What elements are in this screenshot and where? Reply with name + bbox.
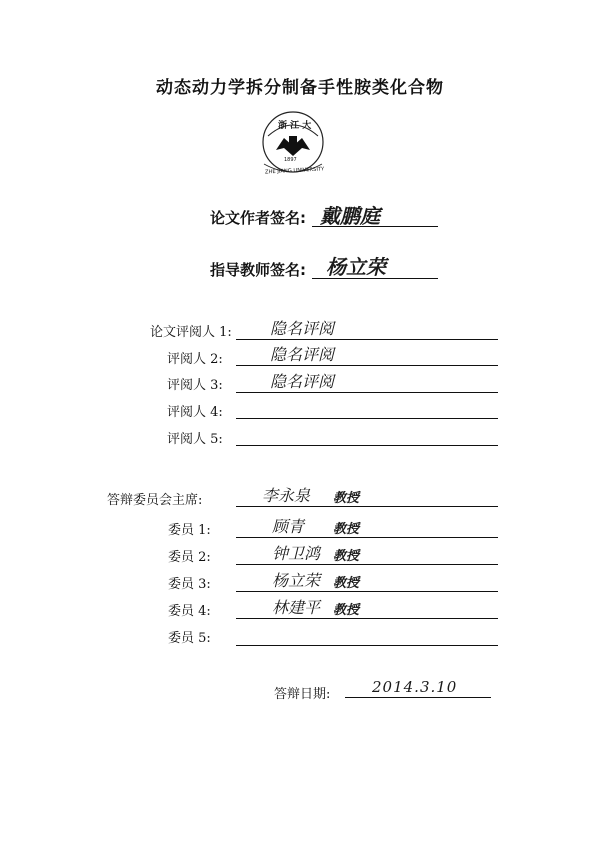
university-emblem-icon bbox=[258, 106, 328, 178]
committee-member-1-label: 委员 1: bbox=[168, 523, 211, 538]
committee-member-3-name: 杨立荣 bbox=[272, 571, 321, 590]
svg-text:1897: 1897 bbox=[284, 157, 297, 163]
reviewer-3-label: 评阅人 3: bbox=[167, 378, 223, 393]
reviewer-1-value: 隐名评阅 bbox=[270, 319, 335, 338]
committee-member-5-label: 委员 5: bbox=[168, 631, 211, 646]
reviewer-2-line bbox=[236, 365, 498, 366]
author-signature-label: 论文作者签名: bbox=[210, 209, 306, 227]
committee-member-3-title: 教授 bbox=[333, 576, 360, 591]
advisor-signature-label: 指导教师签名: bbox=[210, 261, 306, 279]
reviewer-5-label: 评阅人 5: bbox=[167, 432, 223, 447]
advisor-signature-line bbox=[312, 278, 438, 279]
reviewer-4-label: 评阅人 4: bbox=[167, 405, 223, 420]
committee-chair-line bbox=[236, 506, 498, 507]
reviewer-2-label: 评阅人 2: bbox=[167, 352, 223, 367]
reviewer-4-line bbox=[236, 418, 498, 419]
committee-member-4-title: 教授 bbox=[333, 603, 360, 618]
svg-text:ZHE JIANG UNIVERSITY: ZHE JIANG UNIVERSITY bbox=[264, 166, 325, 176]
committee-member-3-label: 委员 3: bbox=[168, 577, 211, 592]
defense-date-line bbox=[345, 697, 491, 698]
reviewer-3-value: 隐名评阅 bbox=[270, 372, 335, 391]
committee-chair-label: 答辩委员会主席: bbox=[107, 493, 203, 508]
committee-member-2-line bbox=[236, 564, 498, 565]
advisor-signature: 杨立荣 bbox=[326, 255, 386, 279]
committee-member-5-line bbox=[236, 645, 498, 646]
committee-member-1-name: 顾青 bbox=[272, 517, 305, 536]
reviewer-1-label: 论文评阅人 1: bbox=[150, 325, 232, 340]
committee-chair-title: 教授 bbox=[333, 491, 360, 506]
committee-member-2-name: 钟卫鸿 bbox=[272, 544, 321, 563]
author-signature-line bbox=[312, 226, 438, 227]
thesis-title: 动态动力学拆分制备手性胺类化合物 bbox=[156, 78, 444, 98]
committee-member-3-line bbox=[236, 591, 498, 592]
svg-text:浙 江 大: 浙 江 大 bbox=[278, 121, 312, 131]
committee-member-1-title: 教授 bbox=[333, 522, 360, 537]
defense-date-value: 2014.3.10 bbox=[372, 678, 458, 696]
reviewer-5-line bbox=[236, 445, 498, 446]
committee-member-4-label: 委员 4: bbox=[168, 604, 211, 619]
committee-member-4-name: 林建平 bbox=[272, 598, 321, 617]
reviewer-3-line bbox=[236, 392, 498, 393]
committee-member-4-line bbox=[236, 618, 498, 619]
reviewer-1-line bbox=[236, 339, 498, 340]
committee-chair-name: 李永泉 bbox=[262, 486, 311, 505]
defense-date-label: 答辩日期: bbox=[274, 687, 331, 702]
committee-member-1-line bbox=[236, 537, 498, 538]
reviewer-2-value: 隐名评阅 bbox=[270, 345, 335, 364]
committee-member-2-label: 委员 2: bbox=[168, 550, 211, 565]
committee-member-2-title: 教授 bbox=[333, 549, 360, 564]
author-signature: 戴鹏庭 bbox=[320, 204, 380, 228]
